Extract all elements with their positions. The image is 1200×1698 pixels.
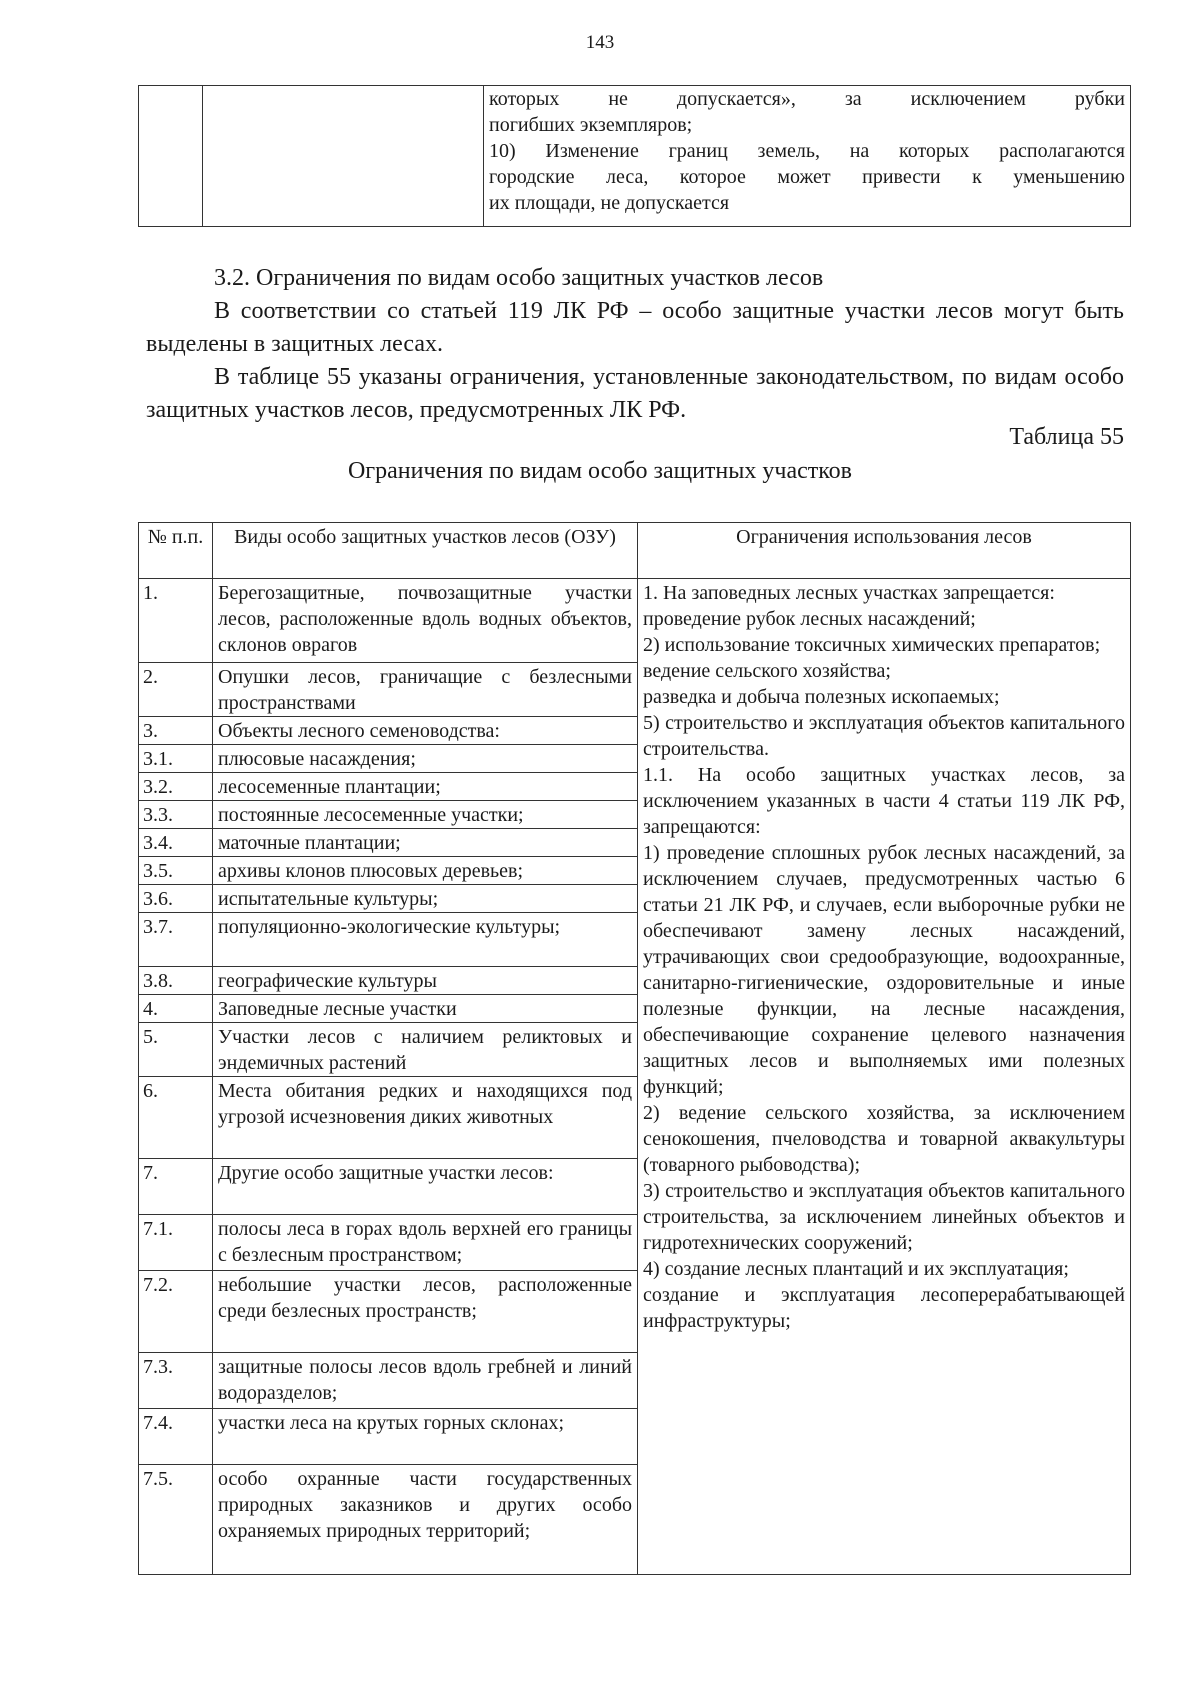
table-row [139, 86, 1131, 227]
page-number: 143 [585, 32, 615, 53]
restriction-item: создание и эксплуатация лесоперерабатывающей инфраструктуры; [643, 1284, 1125, 1332]
row-number: 3.7. [139, 913, 213, 967]
row-type: архивы клонов плюсовых деревьев; [213, 857, 638, 885]
row-number: 2. [139, 663, 213, 717]
text-line: которых не допускается», за исключением рубки [489, 88, 1125, 110]
text-line: их площади, не допускается [489, 192, 730, 214]
restrictions-cell [638, 579, 1131, 1575]
restrictions-table [138, 522, 1131, 1575]
row-number: 3.4. [139, 829, 213, 857]
section-text [146, 262, 1124, 427]
row-type: постоянные лесосеменные участки; [213, 801, 638, 829]
header-type: Виды особо защитных участков лесов (ОЗУ) [213, 523, 638, 579]
restriction-item: 1. На заповедных лесных участках запрещается: [643, 582, 1055, 604]
row-number: 7. [139, 1159, 213, 1215]
header-num: № п.п. [139, 523, 213, 579]
text-line: городские леса, которое может привести к уменьшению [489, 166, 1125, 188]
restriction-item: разведка и добыча полезных ископаемых; [643, 686, 1000, 708]
row-number: 7.1. [139, 1215, 213, 1271]
row-number: 4. [139, 995, 213, 1023]
restriction-item: 5) строительство и эксплуатация объектов капитального строительства. [643, 712, 1125, 760]
paragraph-2: В таблице 55 указаны ограничения, установленные законодательством, по видам особо защитных участков лесов, предусмотренных ЛК РФ. [146, 364, 1124, 423]
row-number: 3.1. [139, 745, 213, 773]
row-type: полосы леса в горах вдоль верхней его границы с безлесным пространством; [213, 1215, 638, 1271]
restriction-item: 3) строительство и эксплуатация объектов капитального строительства, за исключением линейных объектов и гидротехнических сооружений; [643, 1180, 1125, 1254]
row-type: особо охранные части государственных природных заказников и других особо охраняемых природных территорий; [213, 1465, 638, 1575]
restriction-item: проведение рубок лесных насаждений; [643, 608, 976, 630]
restriction-item: 1.1. На особо защитных участках лесов, за исключением указанных в части 4 статьи 119 ЛК РФ, запрещаются: [643, 764, 1125, 838]
table-title: Ограничения по видам особо защитных участков [347, 458, 853, 484]
row-type: защитные полосы лесов вдоль гребней и линий водоразделов; [213, 1353, 638, 1409]
row-type: популяционно-экологические культуры; [213, 913, 638, 967]
table-label: Таблица 55 [1009, 424, 1124, 450]
row-type: Участки лесов с наличием реликтовых и эндемичных растений [213, 1023, 638, 1077]
row-type: лесосеменные плантации; [213, 773, 638, 801]
text-line: погибших экземпляров; [489, 114, 693, 136]
row-number: 3. [139, 717, 213, 745]
row-type: географические культуры [213, 967, 638, 995]
row-type: испытательные культуры; [213, 885, 638, 913]
header-restrictions: Ограничения использования лесов [638, 523, 1131, 579]
restriction-item: 2) использование токсичных химических препаратов; [643, 634, 1101, 656]
row-type: маточные плантации; [213, 829, 638, 857]
table-row [139, 579, 1131, 663]
row-number: 7.3. [139, 1353, 213, 1409]
row-number: 6. [139, 1077, 213, 1159]
row-type: Опушки лесов, граничащие с безлесными пространствами [213, 663, 638, 717]
cell-number [139, 86, 203, 227]
cell-restrictions [484, 86, 1131, 227]
row-type: Заповедные лесные участки [213, 995, 638, 1023]
row-type: Берегозащитные, почвозащитные участки лесов, расположенные вдоль водных объектов, склонов оврагов [213, 579, 638, 663]
row-number: 3.3. [139, 801, 213, 829]
row-number: 3.2. [139, 773, 213, 801]
row-type: участки леса на крутых горных склонах; [213, 1409, 638, 1465]
restriction-item: 4) создание лесных плантаций и их эксплуатация; [643, 1258, 1069, 1280]
row-type: небольшие участки лесов, расположенные среди безлесных пространств; [213, 1271, 638, 1353]
section-heading: 3.2. Ограничения по видам особо защитных участков лесов [214, 265, 824, 291]
restriction-item: ведение сельского хозяйства; [643, 660, 891, 682]
row-number: 7.2. [139, 1271, 213, 1353]
row-number: 3.6. [139, 885, 213, 913]
row-type: Другие особо защитные участки лесов: [213, 1159, 638, 1215]
row-number: 7.5. [139, 1465, 213, 1575]
restriction-item: 1) проведение сплошных рубок лесных насаждений, за исключением случаев, предусмотренных частью 6 статьи 21 ЛК РФ, и случаев, если выборочные рубки не обеспечивают замену лесных насаждений, утрачивающих свои средообразующие, водоохранные, санитарно-гигиенические, оздоровительные и иные полезные функции, на лесные насаждения, обеспечивающие сохранение целевого назначения защитных лесов и выполняемых ими полезных функций; [643, 842, 1125, 1098]
row-number: 1. [139, 579, 213, 663]
text-line: 10) Изменение границ земель, на которых располагаются [489, 140, 1125, 162]
row-number: 5. [139, 1023, 213, 1077]
row-number: 3.8. [139, 967, 213, 995]
row-type: Места обитания редких и находящихся под угрозой исчезновения диких животных [213, 1077, 638, 1159]
row-type: плюсовые насаждения; [213, 745, 638, 773]
restriction-item: 2) ведение сельского хозяйства, за исключением сенокошения, пчеловодства и товарной аквакультуры (товарного рыбоводства); [643, 1102, 1125, 1176]
row-type: Объекты лесного семеноводства: [213, 717, 638, 745]
continuation-table [138, 85, 1131, 227]
table-header-row [139, 523, 1131, 579]
cell-type [203, 86, 484, 227]
row-number: 3.5. [139, 857, 213, 885]
row-number: 7.4. [139, 1409, 213, 1465]
paragraph-1: В соответствии со статьей 119 ЛК РФ – особо защитные участки лесов могут быть выделены в защитных лесах. [146, 298, 1124, 357]
